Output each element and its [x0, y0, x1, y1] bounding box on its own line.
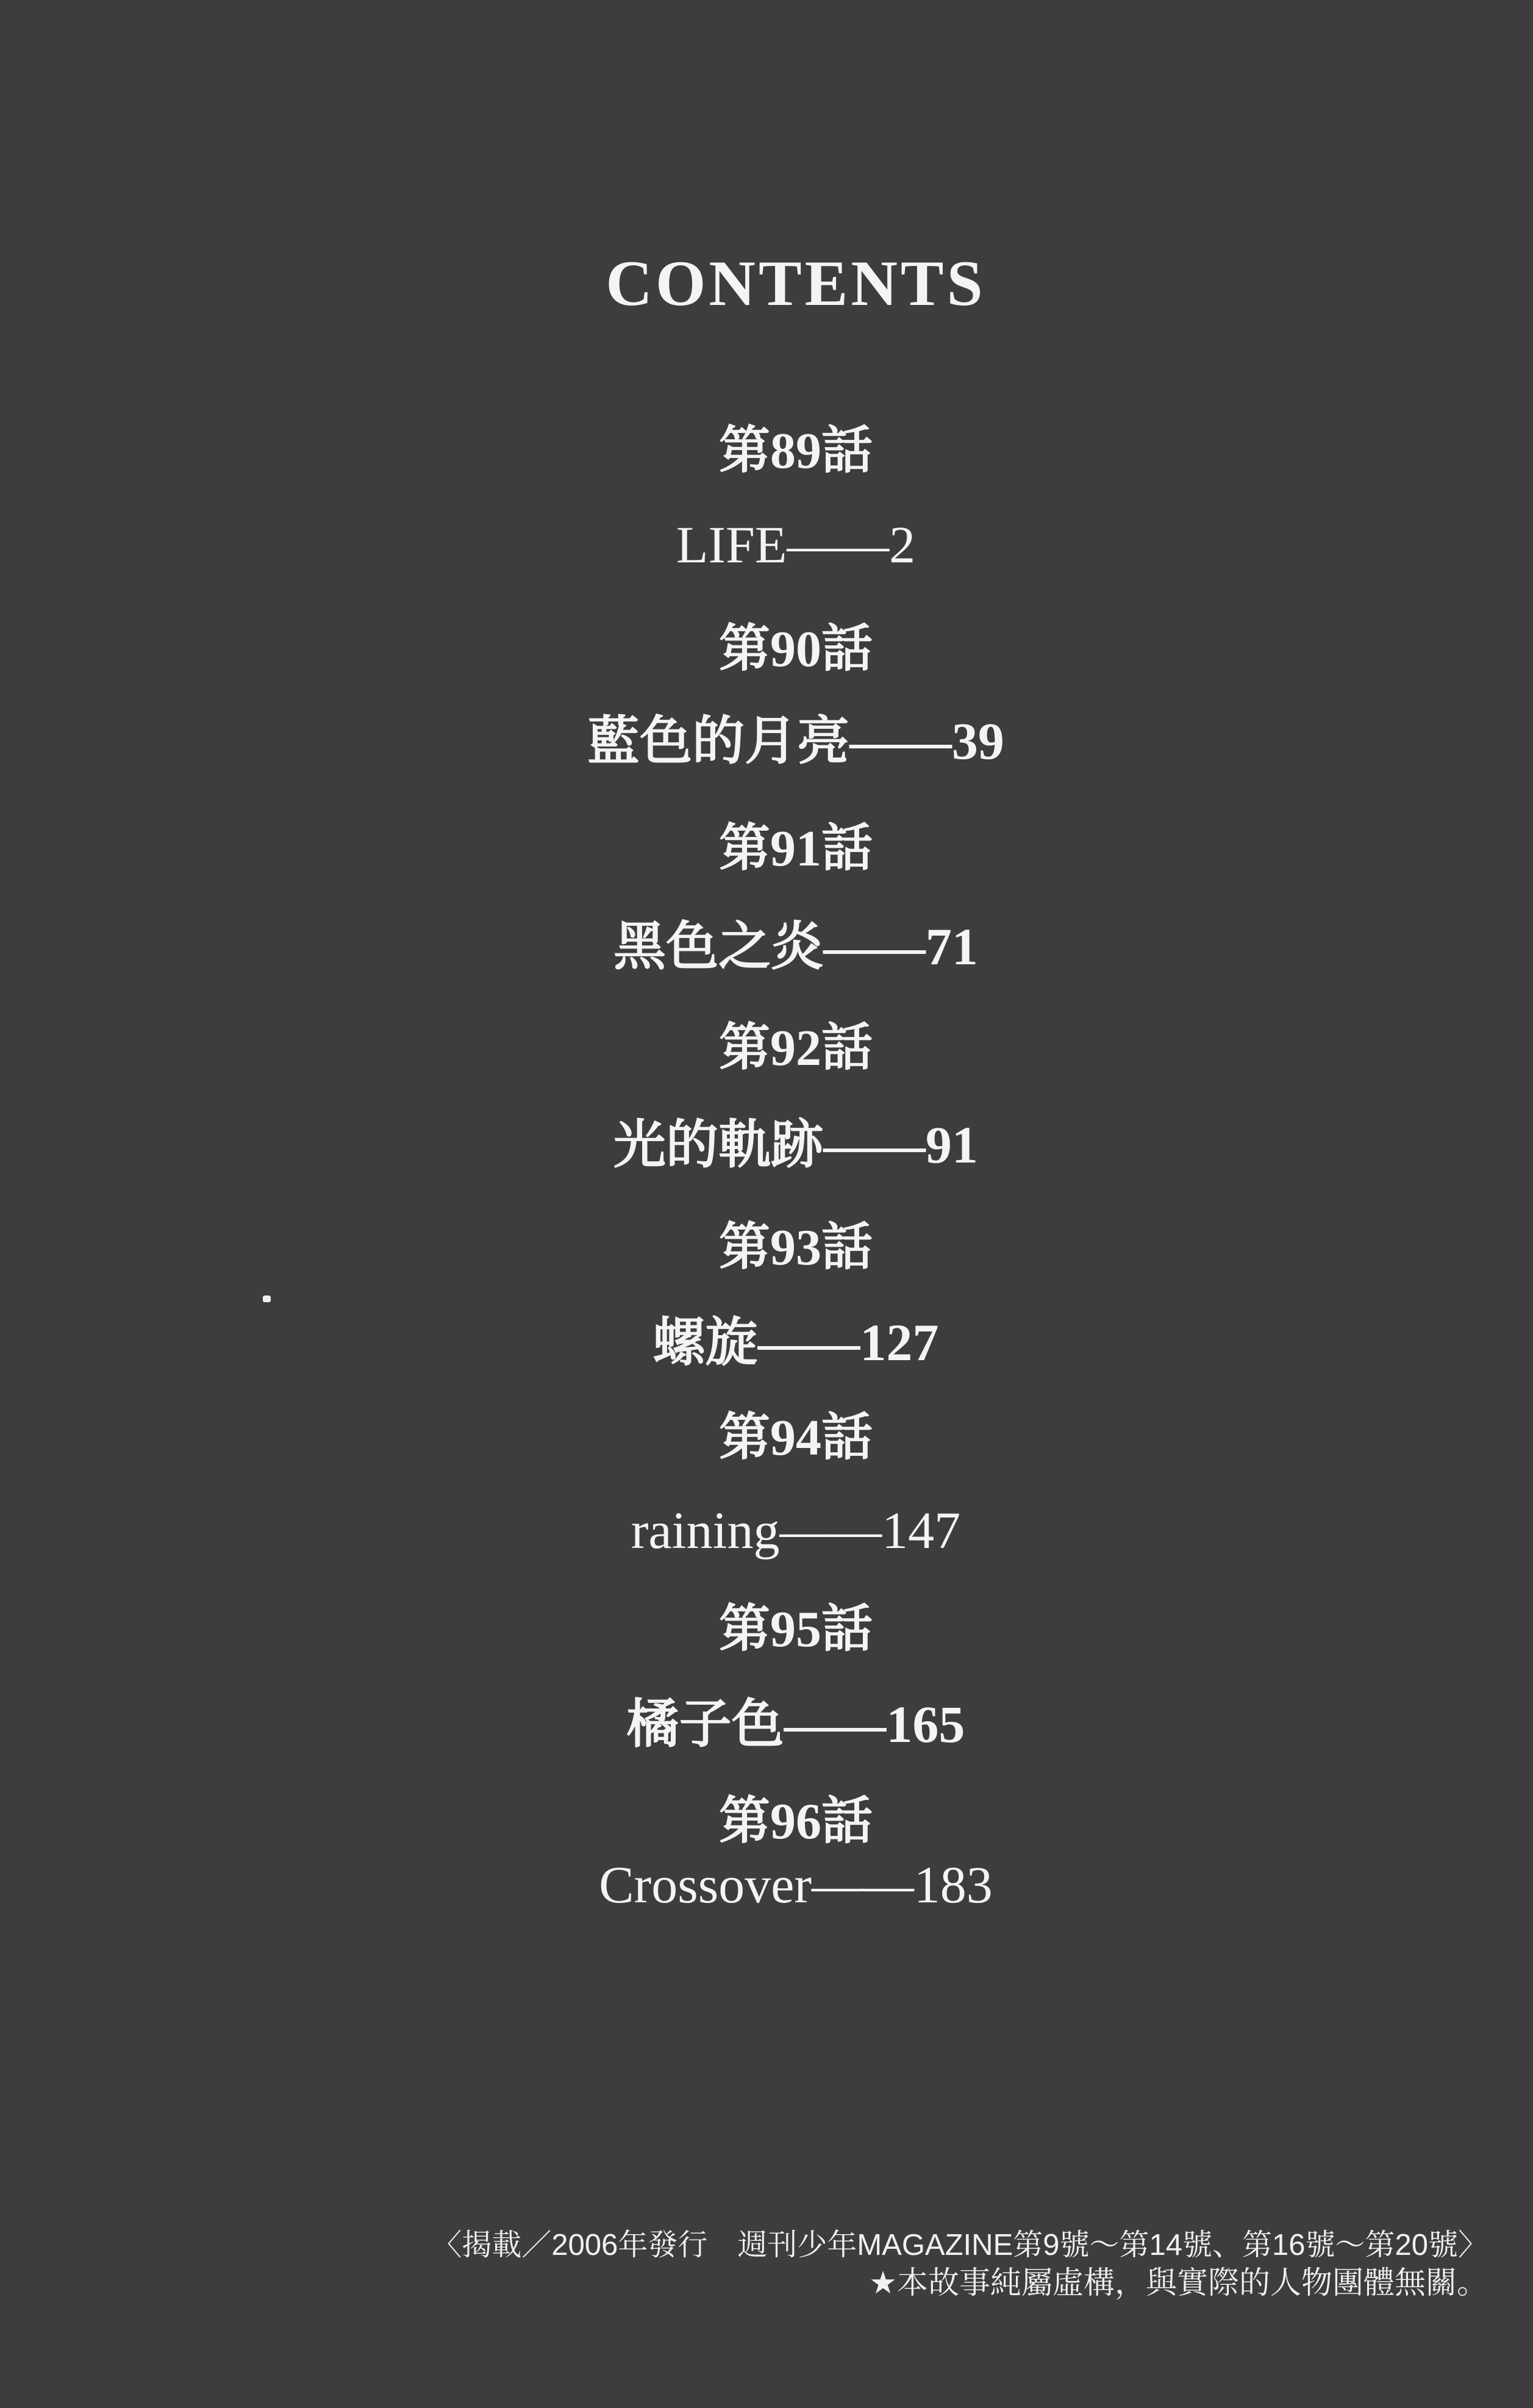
page-title: CONTENTS — [606, 248, 986, 319]
leader-dash: —— — [823, 1116, 923, 1174]
chapter-title: Crossover — [599, 1855, 812, 1914]
toc-entry-93 — [59, 1313, 1533, 1372]
toc-entry-95 — [59, 1695, 1533, 1754]
leader-dash: —— — [787, 515, 887, 574]
page-number: 183 — [913, 1855, 993, 1914]
fiction-disclaimer: ★本故事純屬虛構，與實際的人物團體無關。 — [869, 2265, 1488, 2300]
page-number: 2 — [889, 515, 916, 574]
chapter-label-91: 第91話 — [718, 820, 873, 877]
chapter-label-96: 第96話 — [718, 1793, 873, 1850]
page-number: 127 — [860, 1313, 939, 1372]
chapter-title: LIFE — [676, 515, 787, 574]
page-number: 147 — [882, 1501, 961, 1560]
scan-artifact-dot — [263, 1295, 271, 1302]
chapter-title: 橘子色 — [626, 1695, 784, 1754]
chapter-title: raining — [631, 1501, 780, 1560]
leader-dash: —— — [812, 1855, 912, 1914]
chapter-title: 光的軌跡 — [613, 1116, 824, 1174]
leader-dash: —— — [849, 712, 949, 770]
chapter-title: 黑色之炎 — [613, 917, 824, 976]
leader-dash: —— — [784, 1695, 884, 1754]
page-number: 165 — [886, 1695, 965, 1754]
chapter-label-92: 第92話 — [718, 1020, 873, 1077]
toc-entry-92 — [59, 1116, 1533, 1174]
chapter-label-89: 第89話 — [718, 423, 873, 479]
page-number: 71 — [925, 917, 978, 976]
leader-dash: —— — [823, 917, 923, 976]
page-number: 39 — [951, 712, 1004, 770]
chapter-title: 藍色的月亮 — [587, 712, 850, 770]
chapter-label-94: 第94話 — [718, 1410, 873, 1466]
publication-note: 〈揭載／2006年發行 週刊少年MAGAZINE第9號〜第14號、第16號〜第20號〉 — [432, 2229, 1488, 2262]
page-number: 91 — [925, 1116, 978, 1174]
chapter-label-93: 第93話 — [718, 1219, 873, 1276]
chapter-title: 螺旋 — [652, 1313, 758, 1372]
leader-dash: —— — [757, 1313, 858, 1372]
chapter-label-90: 第90話 — [718, 621, 873, 678]
leader-dash: —— — [779, 1501, 879, 1560]
toc-entry-94 — [59, 1501, 1533, 1560]
toc-entry-96 — [59, 1855, 1533, 1914]
toc-entry-89 — [59, 515, 1533, 574]
chapter-label-95: 第95話 — [718, 1601, 873, 1658]
toc-entry-91 — [59, 917, 1533, 976]
toc-entry-90 — [59, 712, 1533, 770]
